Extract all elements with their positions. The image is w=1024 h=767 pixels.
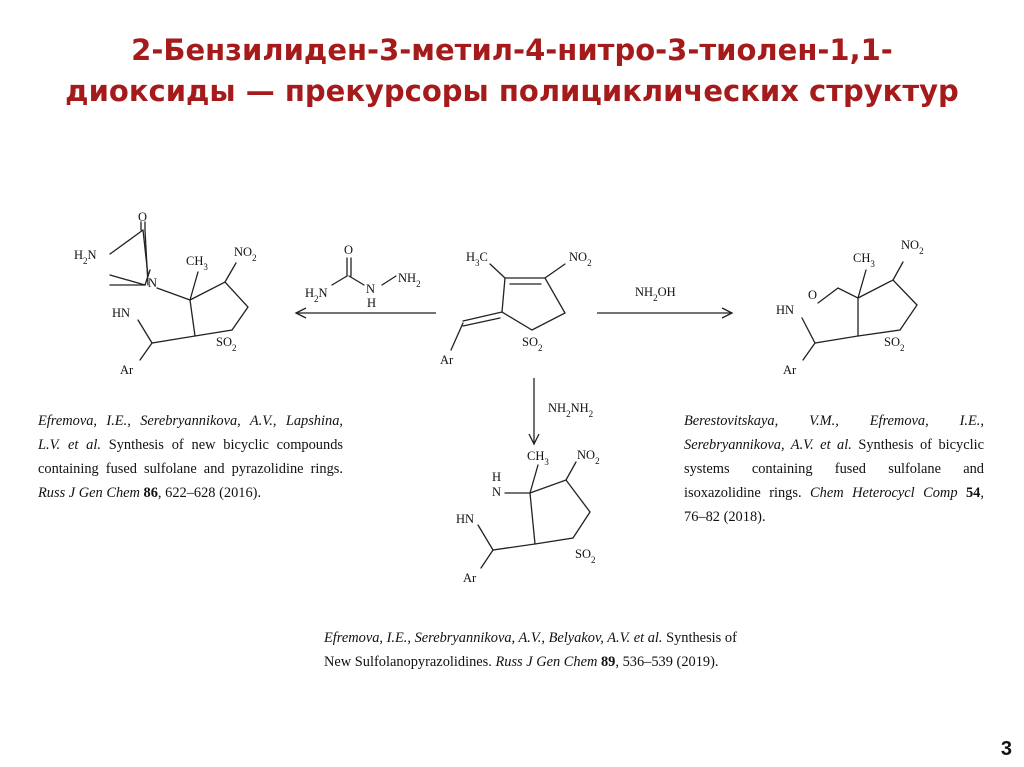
reference-left-journal: Russ J Gen Chem — [38, 485, 140, 501]
product-bottom-h-label: H — [492, 470, 502, 484]
reference-bottom-journal: Russ J Gen Chem — [495, 654, 598, 670]
sulfonyl-label: $SO_2$ — [522, 335, 543, 353]
exocyclic-bond-a — [463, 312, 502, 321]
reagent-hydroxylamine: $NH_2OH$ — [635, 285, 676, 303]
product-bottom-n-label: N — [492, 485, 502, 499]
slide-title-line-2: диоксиды — прекурсоры полициклических структур — [65, 74, 959, 108]
product-bottom-ar-label: Ar — [463, 571, 477, 585]
product-right-ar-label: Ar — [783, 363, 797, 377]
arrow-down — [529, 378, 539, 444]
reference-left-title: Synthesis of new bicyclic compounds containing fused sulfolane and pyrazolidine rings. — [38, 437, 343, 477]
product-right-so2-label: $SO_2$ — [884, 335, 905, 353]
product-left-o-label: O — [138, 210, 148, 224]
product-bottom-structure — [456, 448, 600, 585]
product-left-structure — [74, 210, 257, 377]
product-bottom-so2-label: $SO_2$ — [575, 547, 596, 565]
reference-right-title: Synthesis of bicyclic systems containing fused sulfolane and isoxazolidine rings. — [684, 437, 984, 501]
reference-right-pages: , 76–82 (2018). — [684, 485, 984, 525]
methyl-bond — [490, 264, 505, 278]
starting-material-structure — [440, 250, 592, 367]
reference-bottom-volume: 89 — [600, 654, 616, 670]
reagent-nh2-label: $NH_2$ — [398, 271, 421, 289]
reference-bottom — [324, 626, 764, 674]
reference-left-pages: , 622–628 (2016). — [157, 485, 262, 501]
arrow-right — [597, 308, 732, 318]
reagent-o-label: O — [344, 243, 354, 257]
reference-right-volume: 54 — [965, 485, 981, 501]
reference-right-journal: Chem Heterocycl Comp — [810, 485, 958, 501]
aryl-label: Ar — [440, 353, 454, 367]
reference-bottom-title: Synthesis of New Sulfolanopyrazolidines. — [324, 630, 737, 670]
product-left-ar-label: Ar — [120, 363, 134, 377]
reference-bottom-pages: , 536–539 (2019). — [615, 654, 719, 670]
reference-bottom-authors: Efremova, I.E., Serebryannikova, A.V., Belyakov, A.V. et al. — [324, 630, 663, 646]
reagent-h2n-label: $H_2N$ — [305, 286, 328, 304]
reference-left — [38, 409, 343, 505]
product-left-n-label: N — [148, 276, 158, 290]
nitro-bond — [545, 264, 565, 278]
methyl-label: $H_3C$ — [466, 250, 488, 268]
product-right-hn-label: HN — [776, 303, 795, 317]
product-right-no2-label: $NO_2$ — [901, 238, 924, 256]
ring-bonds — [502, 278, 565, 330]
product-left-no2-label: $NO_2$ — [234, 245, 257, 263]
reagent-hydrazine: $NH_2NH_2$ — [548, 401, 594, 419]
reagent-semicarbazide — [305, 243, 421, 310]
reagent-n-label: N — [366, 282, 376, 296]
product-right-o-label: O — [808, 288, 818, 302]
nitro-label: $NO_2$ — [569, 250, 592, 268]
reagent-h-label: H — [367, 296, 377, 310]
slide-title-line-1: 2-Бензилиден-3-метил-4-нитро-3-тиолен-1,1- — [131, 33, 893, 67]
product-left-hn-label: HN — [112, 306, 131, 320]
product-bottom-ch3-label: $CH_3$ — [527, 449, 549, 467]
page-number: 3 — [1000, 738, 1012, 760]
reference-right-authors: Berestovitskaya, V.M., Efremova, I.E., Serebryannikova, A.V. et al. — [684, 413, 984, 453]
arrow-left — [296, 308, 436, 318]
reference-left-authors: Efremova, I.E., Serebryannikova, A.V., Lapshina, L.V. et al. — [38, 413, 343, 453]
product-bottom-hn-label: HN — [456, 512, 475, 526]
product-right-structure — [776, 238, 924, 377]
product-left-ch3-label: $CH_3$ — [186, 254, 208, 272]
product-left-so2-label: $SO_2$ — [216, 335, 237, 353]
aryl-bond — [451, 323, 463, 350]
product-left-h2n-label: $H_2N$ — [74, 248, 97, 266]
reference-right — [684, 409, 984, 529]
reference-left-volume: 86 — [143, 485, 158, 501]
product-right-ch3-label: $CH_3$ — [853, 251, 875, 269]
product-bottom-no2-label: $NO_2$ — [577, 448, 600, 466]
